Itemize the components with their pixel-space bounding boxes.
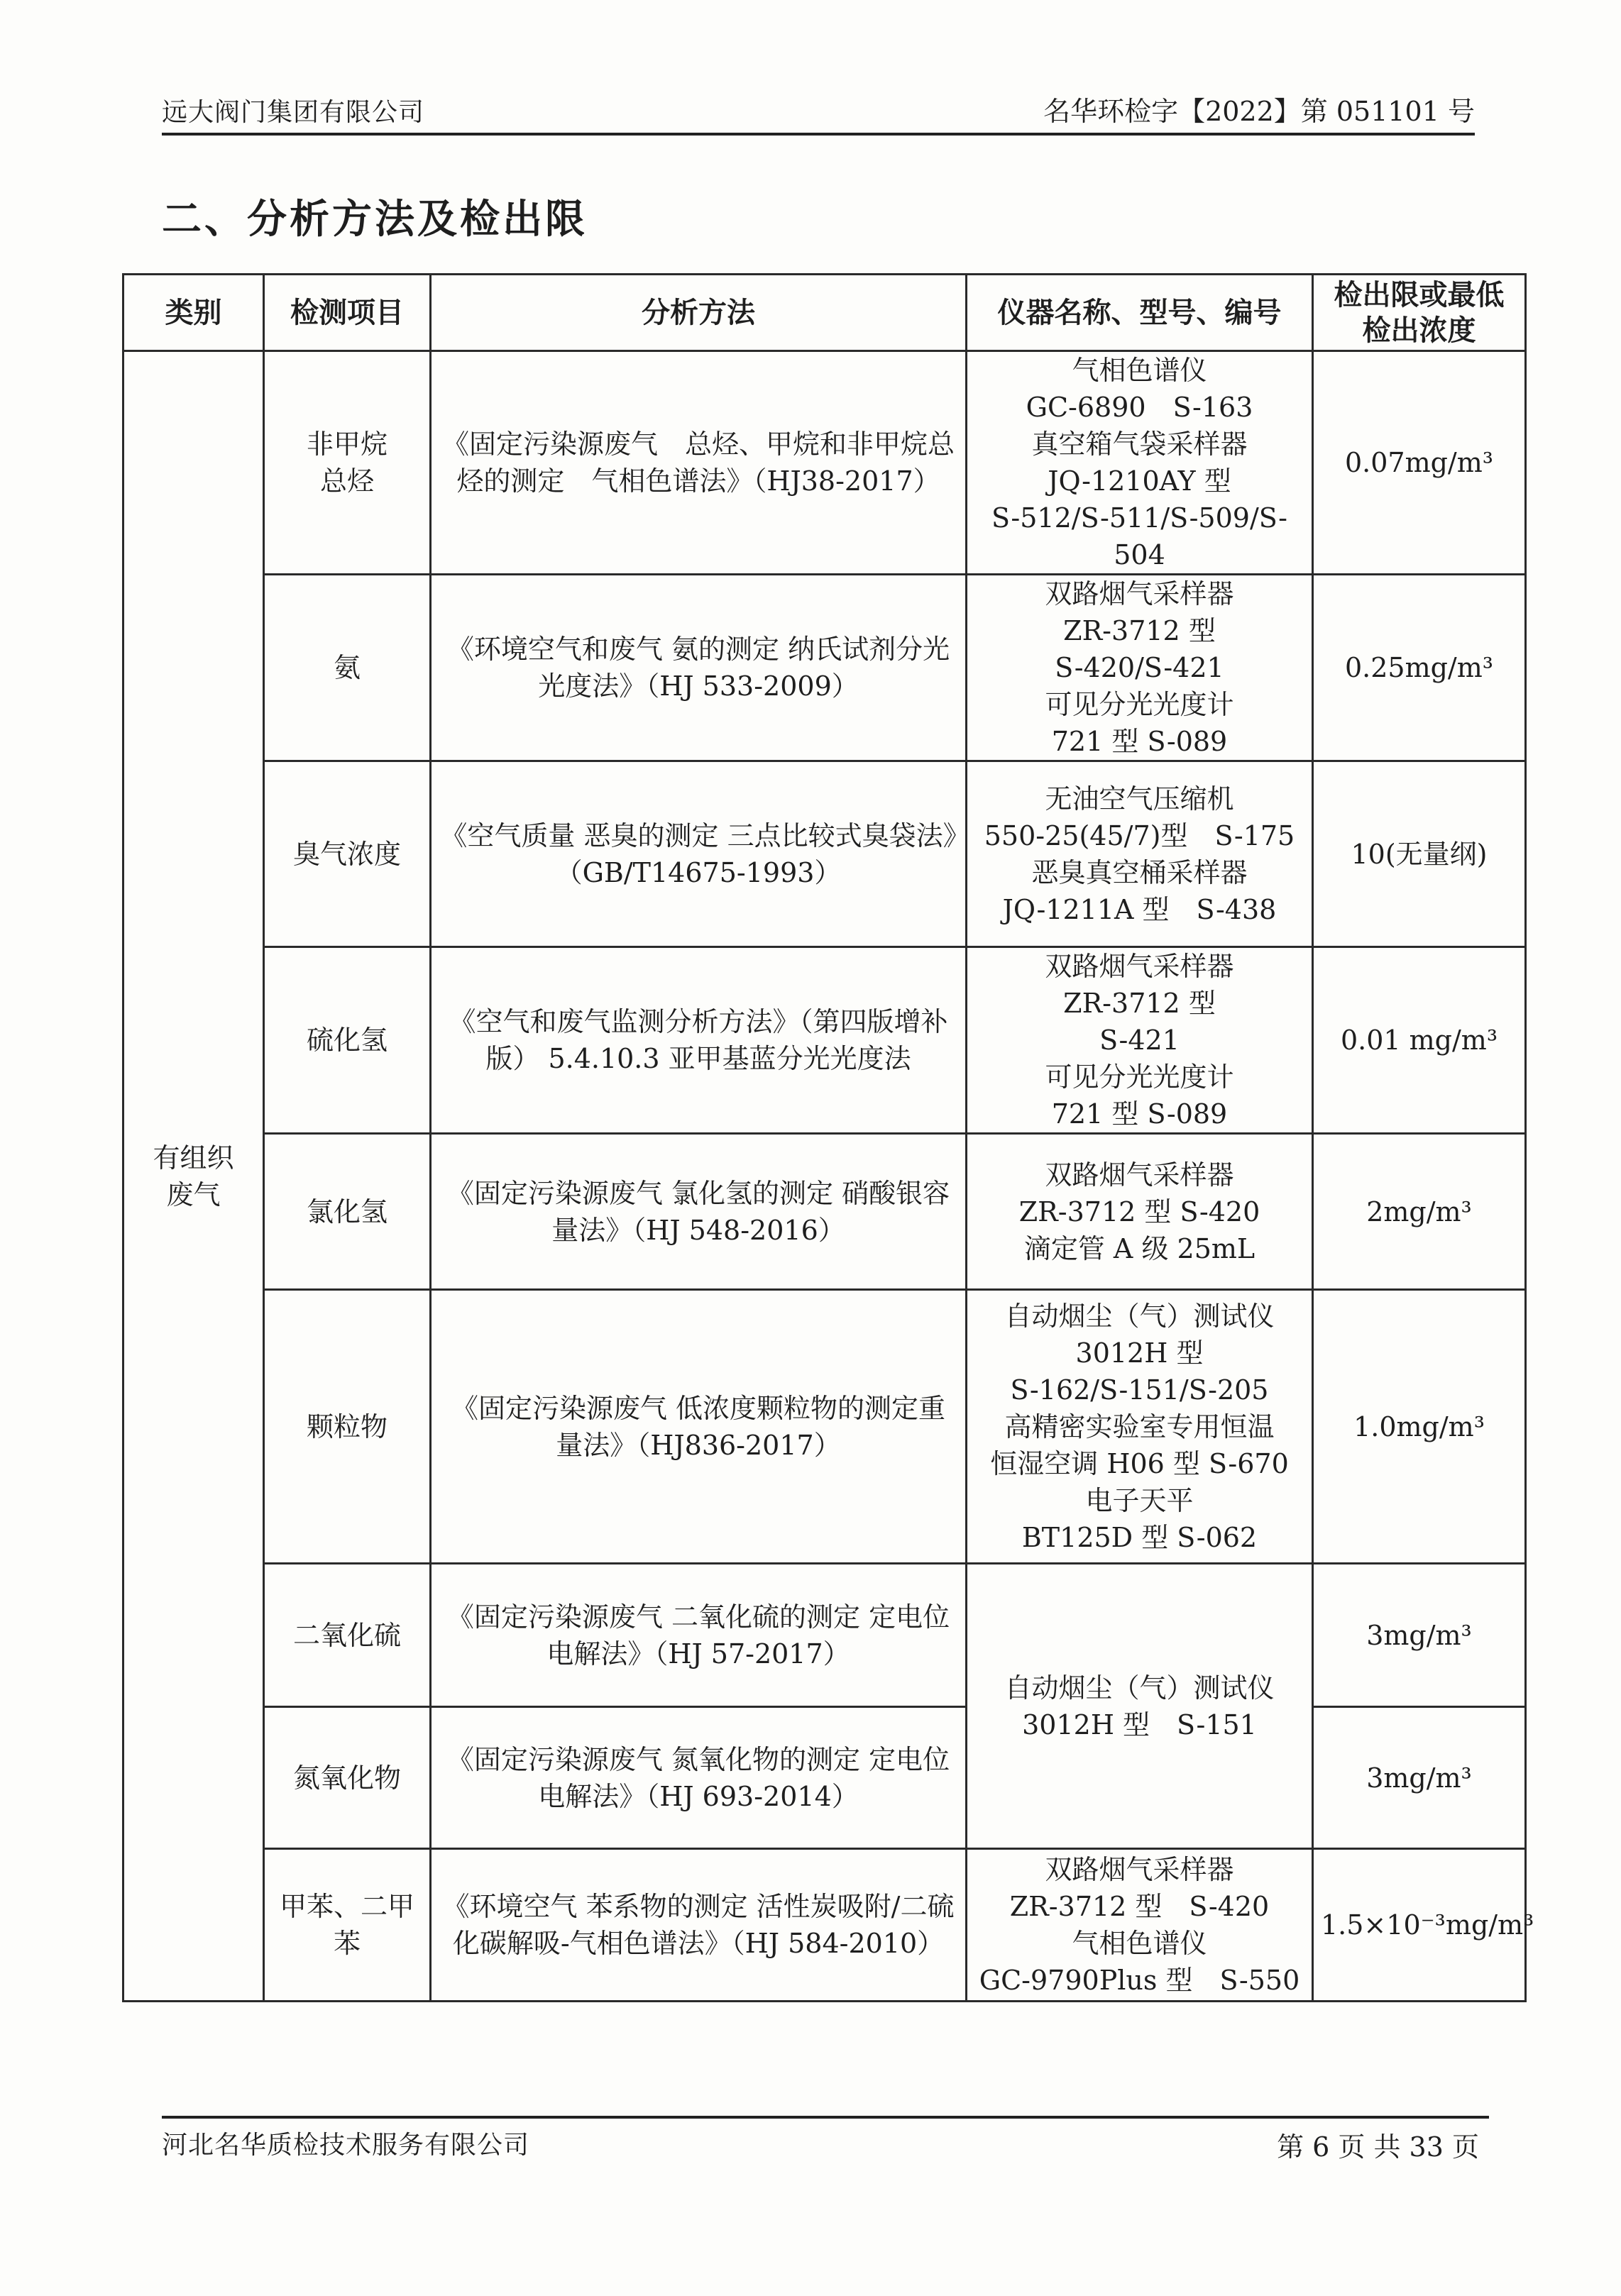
footer-divider — [162, 2116, 1489, 2119]
method-cell: 《固定污染源废气 二氧化硫的测定 定电位电解法》（HJ 57-2017） — [431, 1564, 967, 1707]
header-company: 远大阀门集团有限公司 — [162, 98, 425, 127]
item-cell: 二氧化硫 — [264, 1564, 431, 1707]
limit-cell: 1.0mg/m³ — [1313, 1290, 1526, 1564]
limit-cell: 0.25mg/m³ — [1313, 575, 1526, 761]
header-detection-limit: 检出限或最低 检出浓度 — [1313, 275, 1526, 351]
page-number: 第 6 页 共 33 页 — [1277, 2131, 1479, 2163]
item-cell: 氨 — [264, 575, 431, 761]
limit-cell: 0.07mg/m³ — [1313, 351, 1526, 575]
category-cell: 有组织 废气 — [123, 351, 264, 2002]
table-row — [123, 351, 1526, 575]
limit-cell: 1.5×10⁻³mg/m³ — [1313, 1849, 1526, 2002]
method-cell: 《固定污染源废气 总烃、甲烷和非甲烷总烃的测定 气相色谱法》（HJ38-2017） — [431, 351, 967, 575]
header-method: 分析方法 — [431, 275, 967, 351]
limit-cell: 10(无量纲) — [1313, 761, 1526, 947]
item-cell: 氯化氢 — [264, 1134, 431, 1290]
instrument-cell: 自动烟尘（气）测试仪 3012H 型 S-162/S-151/S-205 高精密实验室专用恒温 恒湿空调 H06 型 S-670 电子天平 BT125D 型 S-062 — [967, 1290, 1313, 1564]
table-row — [123, 1707, 1526, 1849]
method-cell: 《空气和废气监测分析方法》（第四版增补版） 5.4.10.3 亚甲基蓝分光光度法 — [431, 947, 967, 1134]
method-cell: 《固定污染源废气 低浓度颗粒物的测定重量法》（HJ836-2017） — [431, 1290, 967, 1564]
header-item: 检测项目 — [264, 275, 431, 351]
table-row — [123, 1849, 1526, 2002]
instrument-cell: 自动烟尘（气）测试仪 3012H 型 S-151 — [967, 1564, 1313, 1849]
table-row — [123, 1564, 1526, 1707]
instrument-cell: 双路烟气采样器 ZR-3712 型 S-420 气相色谱仪 GC-9790Plus 型 S-550 — [967, 1849, 1313, 2002]
table-row — [123, 947, 1526, 1134]
table-row — [123, 1290, 1526, 1564]
table-row — [123, 1134, 1526, 1290]
header-instrument: 仪器名称、型号、编号 — [967, 275, 1313, 351]
table-row — [123, 761, 1526, 947]
instrument-cell: 双路烟气采样器 ZR-3712 型 S-420/S-421 可见分光光度计 721 型 S-089 — [967, 575, 1313, 761]
header-category: 类别 — [123, 275, 264, 351]
page-header — [162, 79, 1475, 133]
item-cell: 氮氧化物 — [264, 1707, 431, 1849]
method-cell: 《环境空气和废气 氨的测定 纳氏试剂分光光度法》（HJ 533-2009） — [431, 575, 967, 761]
instrument-cell: 双路烟气采样器 ZR-3712 型 S-420 滴定管 A 级 25mL — [967, 1134, 1313, 1290]
header-report-number: 名华环检字【2022】第 051101 号 — [1043, 96, 1475, 127]
method-cell: 《环境空气 苯系物的测定 活性炭吸附/二硫化碳解吸-气相色谱法》（HJ 584-2010） — [431, 1849, 967, 2002]
analysis-methods-table — [122, 273, 1534, 2002]
item-cell: 甲苯、二甲苯 — [264, 1849, 431, 2002]
method-cell: 《空气质量 恶臭的测定 三点比较式臭袋法》（GB/T14675-1993） — [431, 761, 967, 947]
footer-company: 河北名华质检技术服务有限公司 — [162, 2131, 530, 2160]
section-title: 二、分析方法及检出限 — [162, 196, 588, 243]
limit-cell: 0.01 mg/m³ — [1313, 947, 1526, 1134]
table-row — [123, 575, 1526, 761]
limit-cell: 2mg/m³ — [1313, 1134, 1526, 1290]
instrument-cell: 无油空气压缩机 550-25(45/7)型 S-175 恶臭真空桶采样器 JQ-1211A 型 S-438 — [967, 761, 1313, 947]
method-cell: 《固定污染源废气 氯化氢的测定 硝酸银容量法》（HJ 548-2016） — [431, 1134, 967, 1290]
instrument-cell: 双路烟气采样器 ZR-3712 型 S-421 可见分光光度计 721 型 S-089 — [967, 947, 1313, 1134]
method-cell: 《固定污染源废气 氮氧化物的测定 定电位电解法》（HJ 693-2014） — [431, 1707, 967, 1849]
table-header-row — [123, 275, 1526, 351]
limit-cell: 3mg/m³ — [1313, 1564, 1526, 1707]
item-cell: 臭气浓度 — [264, 761, 431, 947]
item-cell: 颗粒物 — [264, 1290, 431, 1564]
item-cell: 非甲烷 总烃 — [264, 351, 431, 575]
limit-cell: 3mg/m³ — [1313, 1707, 1526, 1849]
item-cell: 硫化氢 — [264, 947, 431, 1134]
instrument-cell: 气相色谱仪 GC-6890 S-163 真空箱气袋采样器 JQ-1210AY 型 S-512/S-511/S-509/S-504 — [967, 351, 1313, 575]
header-divider — [162, 133, 1475, 136]
